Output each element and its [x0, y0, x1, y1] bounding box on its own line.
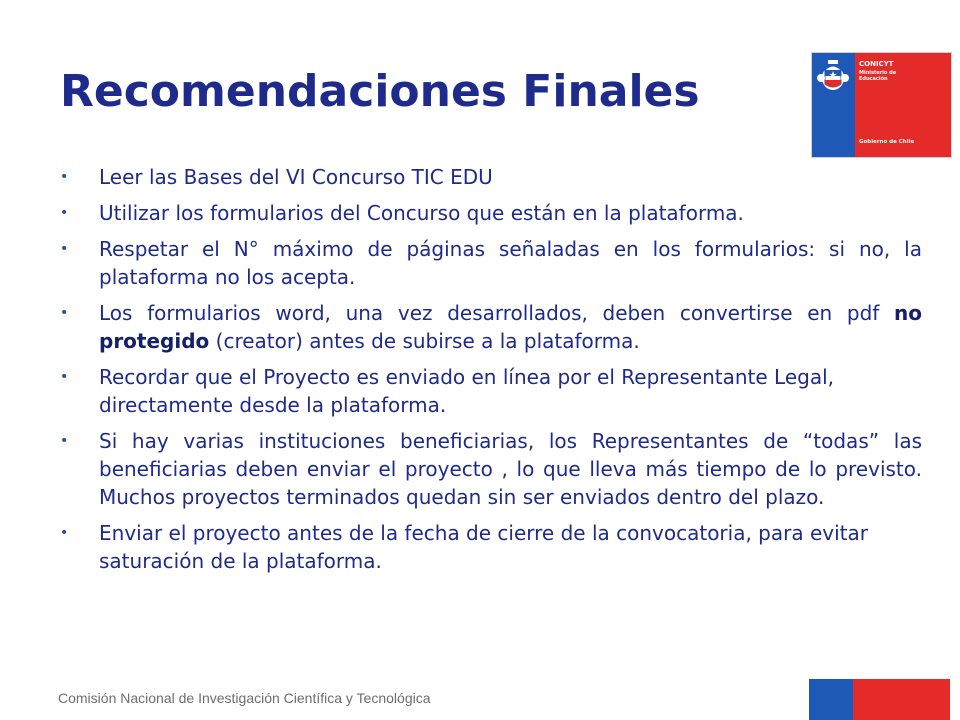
- bullet-item-paginas: [60, 235, 922, 291]
- bullet-marker: •: [60, 241, 69, 257]
- bullet-marker: •: [60, 525, 69, 541]
- bullet-marker: •: [60, 305, 69, 321]
- bullet-marker: •: [60, 433, 69, 449]
- bullet-marker: •: [60, 169, 69, 185]
- logo-org-name: CONICYT: [859, 60, 894, 68]
- flag-blue-block: [809, 679, 853, 720]
- bullet-text: [99, 299, 922, 355]
- bullet-item-enviar: [60, 519, 922, 575]
- bullet-item-representante: [60, 363, 922, 419]
- bullet-item-formularios: [60, 199, 922, 227]
- bullet-marker: •: [60, 369, 69, 385]
- bullet-item-pdf: [60, 299, 922, 355]
- flag-red-block: [853, 679, 950, 720]
- bullet-text: Utilizar los formularios del Concurso que están en la plataforma.: [99, 201, 744, 225]
- logo-ministry-name: Ministerio de Educación: [859, 70, 897, 82]
- slide-title: Recomendaciones Finales: [60, 66, 700, 117]
- bullet-text: Leer las Bases del VI Concurso TIC EDU: [99, 165, 493, 189]
- bullet-text: Si hay varias instituciones beneficiarias, los Representantes de “todas” las beneficiarias deben enviar el proyecto , lo que lleva más tiempo de lo previsto. Muchos proyectos terminados quedan sin ser enviados dentro del plazo.: [99, 429, 922, 509]
- bullet-text: Respetar el N° máximo de páginas señaladas en los formularios: si no, la plataforma no los acepta.: [99, 237, 922, 289]
- bullet-text-after: (creator) antes de subirse a la plataforma.: [209, 329, 640, 353]
- footer-institution-name: Comisión Nacional de Investigación Científica y Tecnológica: [58, 690, 431, 706]
- bullet-marker: •: [60, 205, 69, 221]
- conicyt-logo: [811, 52, 952, 158]
- bullet-text-bold: no protegido: [99, 301, 922, 353]
- bullet-item-bases: [60, 163, 922, 191]
- bullet-text: Enviar el proyecto antes de la fecha de cierre de la convocatoria, para evitar saturación de la plataforma.: [99, 521, 868, 573]
- bullet-item-beneficiarias: [60, 427, 922, 511]
- logo-government-name: Gobierno de Chile: [859, 139, 915, 145]
- bullet-text: Recordar que el Proyecto es enviado en línea por el Representante Legal, directamente desde la plataforma.: [99, 365, 834, 417]
- bullet-list: [60, 163, 922, 583]
- coat-of-arms-icon: [813, 56, 853, 96]
- bullet-text-before: Los formularios word, una vez desarrollados, deben convertirse en pdf: [99, 301, 895, 325]
- chile-flag-bar: [809, 679, 950, 720]
